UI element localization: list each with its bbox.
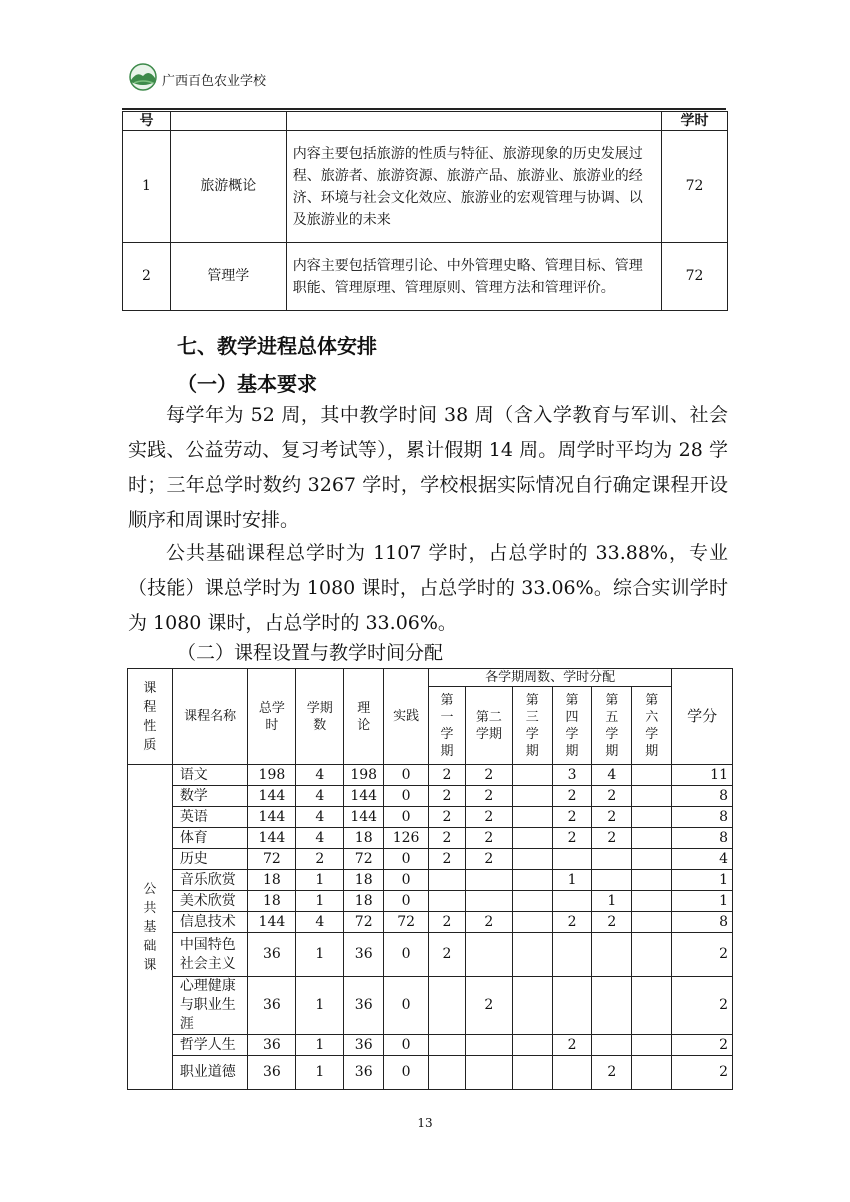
credit: 2 bbox=[672, 1056, 733, 1090]
semester-3-hours bbox=[512, 1035, 552, 1056]
course-name: 数学 bbox=[172, 786, 248, 807]
semester-5-hours bbox=[592, 977, 632, 1035]
total-hours: 144 bbox=[248, 807, 296, 828]
practice-hours: 0 bbox=[384, 786, 429, 807]
practice-hours: 72 bbox=[384, 912, 429, 933]
semester-5-hours: 2 bbox=[592, 786, 632, 807]
semester-3-hours bbox=[512, 765, 552, 786]
header-semester-1 bbox=[429, 687, 466, 765]
total-hours: 36 bbox=[248, 933, 296, 977]
theory-hours: 18 bbox=[344, 870, 384, 891]
table-row bbox=[123, 131, 728, 243]
category-text: 公共基础课 bbox=[143, 881, 157, 973]
header-cell-content bbox=[286, 112, 661, 131]
header-category bbox=[128, 669, 173, 765]
semester-2-hours bbox=[465, 933, 512, 977]
table-row bbox=[128, 1056, 733, 1090]
practice-hours: 0 bbox=[384, 977, 429, 1035]
total-hours: 198 bbox=[248, 765, 296, 786]
semester-count: 4 bbox=[296, 765, 344, 786]
header-semester-6 bbox=[632, 687, 672, 765]
semester-1-hours: 2 bbox=[429, 786, 466, 807]
header-semester-4 bbox=[552, 687, 592, 765]
course-name: 哲学人生 bbox=[172, 1035, 248, 1056]
semester-4-hours bbox=[552, 891, 592, 912]
semester-count: 1 bbox=[296, 891, 344, 912]
theory-hours: 72 bbox=[344, 912, 384, 933]
semester-1-hours bbox=[429, 870, 466, 891]
header-semester-count bbox=[296, 669, 344, 765]
semester-5-hours: 1 bbox=[592, 891, 632, 912]
total-hours: 144 bbox=[248, 912, 296, 933]
theory-hours: 144 bbox=[344, 786, 384, 807]
paragraph-hours-ratio: 公共基础课程总学时为 1107 学时，占总学时的 33.88%，专业（技能）课总学时为 1080 课时，占总学时的 33.06%。综合实训学时为 1080 课时，占总学时的 33.06%。 bbox=[128, 542, 728, 634]
semester-4-hours bbox=[552, 977, 592, 1035]
practice-hours: 0 bbox=[384, 849, 429, 870]
theory-hours: 144 bbox=[344, 807, 384, 828]
semester-6-hours bbox=[632, 891, 672, 912]
credit: 2 bbox=[672, 1035, 733, 1056]
school-logo-icon bbox=[128, 62, 158, 92]
table-row bbox=[128, 977, 733, 1035]
semester-3-hours bbox=[512, 828, 552, 849]
course-schedule-body bbox=[128, 765, 733, 1090]
table-row bbox=[128, 870, 733, 891]
practice-hours: 0 bbox=[384, 807, 429, 828]
semester-5-hours bbox=[592, 1035, 632, 1056]
semester-4-hours: 2 bbox=[552, 1035, 592, 1056]
semester-3-hours bbox=[512, 786, 552, 807]
table-row bbox=[128, 765, 733, 786]
semester-6-hours bbox=[632, 977, 672, 1035]
header-rule bbox=[122, 108, 726, 110]
header-cell-hours: 学时 bbox=[662, 112, 728, 131]
theory-hours: 72 bbox=[344, 849, 384, 870]
semester-3-hours bbox=[512, 807, 552, 828]
semester-1-hours bbox=[429, 977, 466, 1035]
theory-hours: 36 bbox=[344, 1035, 384, 1056]
semester-4-hours: 2 bbox=[552, 786, 592, 807]
semester-3-hours bbox=[512, 891, 552, 912]
semester-count: 2 bbox=[296, 849, 344, 870]
header-total-hours-text: 总学时 bbox=[258, 700, 285, 733]
paragraph-basic-requirements: 每学年为 52 周，其中教学时间 38 周（含入学教育与军训、社会实践、公益劳动、复习考试等），累计假期 14 周。周学时平均为 28 学时；三年总学时数约 3267 学时，学校根据实际情况自行确定课程开设顺序和周课时安排。 bbox=[128, 404, 728, 531]
header-cell-no: 号 bbox=[123, 112, 171, 131]
semester-3-hours bbox=[512, 1056, 552, 1090]
semester-6-hours bbox=[632, 786, 672, 807]
semester-4-hours: 2 bbox=[552, 912, 592, 933]
school-name: 广西百色农业学校 bbox=[162, 74, 267, 89]
theory-hours: 36 bbox=[344, 933, 384, 977]
page-number: 13 bbox=[417, 1116, 433, 1130]
theory-hours: 18 bbox=[344, 891, 384, 912]
semester-6-hours bbox=[632, 870, 672, 891]
course-name: 历史 bbox=[172, 849, 248, 870]
credit: 4 bbox=[672, 849, 733, 870]
semester-count: 1 bbox=[296, 1056, 344, 1090]
course-name: 英语 bbox=[172, 807, 248, 828]
subsection-title-basic: （一）基本要求 bbox=[177, 372, 317, 396]
semester-4-hours bbox=[552, 1056, 592, 1090]
header-practice: 实践 bbox=[384, 669, 429, 765]
semester-count: 1 bbox=[296, 1035, 344, 1056]
practice-hours: 0 bbox=[384, 1056, 429, 1090]
course-name: 音乐欣赏 bbox=[172, 870, 248, 891]
semester-count: 1 bbox=[296, 933, 344, 977]
semester-6-hours bbox=[632, 807, 672, 828]
course-name: 旅游概论 bbox=[170, 131, 286, 243]
course-content: 内容主要包括管理引论、中外管理史略、管理目标、管理职能、管理原理、管理原则、管理方法和管理评价。 bbox=[286, 243, 661, 311]
semester-2-hours: 2 bbox=[465, 977, 512, 1035]
header-category-text: 课程性质 bbox=[143, 680, 157, 753]
total-hours: 18 bbox=[248, 891, 296, 912]
semester-count: 4 bbox=[296, 828, 344, 849]
header-semester-5 bbox=[592, 687, 632, 765]
total-hours: 36 bbox=[248, 1035, 296, 1056]
course-name: 心理健康与职业生涯 bbox=[172, 977, 248, 1035]
semester-5-hours bbox=[592, 933, 632, 977]
subsection-title-schedule: （二）课程设置与教学时间分配 bbox=[177, 642, 444, 664]
semester-count: 1 bbox=[296, 870, 344, 891]
course-name: 管理学 bbox=[170, 243, 286, 311]
header-semester-6-text: 第六学期 bbox=[645, 692, 659, 759]
semester-3-hours bbox=[512, 933, 552, 977]
semester-count: 4 bbox=[296, 807, 344, 828]
header-total-hours bbox=[248, 669, 296, 765]
table-row bbox=[123, 243, 728, 311]
semester-5-hours: 2 bbox=[592, 912, 632, 933]
semester-6-hours bbox=[632, 1056, 672, 1090]
credit: 8 bbox=[672, 786, 733, 807]
table-header-row bbox=[123, 112, 728, 131]
semester-2-hours: 2 bbox=[465, 828, 512, 849]
course-name: 体育 bbox=[172, 828, 248, 849]
semester-5-hours: 4 bbox=[592, 765, 632, 786]
course-name: 美术欣赏 bbox=[172, 891, 248, 912]
semester-3-hours bbox=[512, 870, 552, 891]
table-row bbox=[128, 807, 733, 828]
semester-5-hours: 2 bbox=[592, 807, 632, 828]
credit: 1 bbox=[672, 891, 733, 912]
semester-4-hours bbox=[552, 933, 592, 977]
semester-1-hours: 2 bbox=[429, 933, 466, 977]
credit: 1 bbox=[672, 870, 733, 891]
semester-1-hours: 2 bbox=[429, 765, 466, 786]
semester-3-hours bbox=[512, 977, 552, 1035]
total-hours: 144 bbox=[248, 828, 296, 849]
semester-2-hours: 2 bbox=[465, 912, 512, 933]
course-hours: 72 bbox=[662, 131, 728, 243]
table-row bbox=[128, 933, 733, 977]
semester-2-hours: 2 bbox=[465, 849, 512, 870]
semester-2-hours: 2 bbox=[465, 765, 512, 786]
table-row bbox=[128, 912, 733, 933]
semester-1-hours: 2 bbox=[429, 849, 466, 870]
course-description-table bbox=[122, 111, 728, 311]
semester-6-hours bbox=[632, 912, 672, 933]
header-semester-2 bbox=[465, 687, 512, 765]
semester-4-hours: 2 bbox=[552, 828, 592, 849]
table-row bbox=[128, 1035, 733, 1056]
semester-3-hours bbox=[512, 849, 552, 870]
semester-6-hours bbox=[632, 933, 672, 977]
semester-count: 4 bbox=[296, 786, 344, 807]
header-credit: 学分 bbox=[672, 669, 733, 765]
category-cell bbox=[128, 765, 173, 1090]
credit: 8 bbox=[672, 912, 733, 933]
total-hours: 144 bbox=[248, 786, 296, 807]
semester-5-hours: 2 bbox=[592, 828, 632, 849]
practice-hours: 0 bbox=[384, 891, 429, 912]
header-semester-4-text: 第四学期 bbox=[565, 692, 579, 759]
total-hours: 36 bbox=[248, 977, 296, 1035]
total-hours: 36 bbox=[248, 1056, 296, 1090]
practice-hours: 0 bbox=[384, 765, 429, 786]
semester-3-hours bbox=[512, 912, 552, 933]
credit: 8 bbox=[672, 807, 733, 828]
semester-count: 1 bbox=[296, 977, 344, 1035]
row-no: 2 bbox=[123, 243, 171, 311]
semester-2-hours bbox=[465, 1056, 512, 1090]
semester-6-hours bbox=[632, 765, 672, 786]
page-header bbox=[128, 60, 728, 110]
semester-count: 4 bbox=[296, 912, 344, 933]
theory-hours: 198 bbox=[344, 765, 384, 786]
table-row bbox=[128, 828, 733, 849]
semester-6-hours bbox=[632, 1035, 672, 1056]
header-semester-3-text: 第三学期 bbox=[525, 692, 539, 759]
header-semester-count-text: 学期数 bbox=[306, 700, 333, 733]
header-semester-2-text: 第二学期 bbox=[475, 709, 502, 742]
theory-hours: 18 bbox=[344, 828, 384, 849]
semester-6-hours bbox=[632, 828, 672, 849]
total-hours: 18 bbox=[248, 870, 296, 891]
credit: 2 bbox=[672, 977, 733, 1035]
credit: 11 bbox=[672, 765, 733, 786]
semester-1-hours: 2 bbox=[429, 807, 466, 828]
semester-5-hours bbox=[592, 849, 632, 870]
course-hours: 72 bbox=[662, 243, 728, 311]
theory-hours: 36 bbox=[344, 1056, 384, 1090]
table-row bbox=[128, 891, 733, 912]
semester-4-hours bbox=[552, 849, 592, 870]
semester-2-hours: 2 bbox=[465, 786, 512, 807]
semester-6-hours bbox=[632, 849, 672, 870]
header-theory bbox=[344, 669, 384, 765]
total-hours: 72 bbox=[248, 849, 296, 870]
semester-1-hours bbox=[429, 891, 466, 912]
course-name: 中国特色社会主义 bbox=[172, 933, 248, 977]
practice-hours: 0 bbox=[384, 1035, 429, 1056]
semester-4-hours: 1 bbox=[552, 870, 592, 891]
header-theory-text: 理论 bbox=[357, 700, 371, 733]
header-semester-distribution: 各学期周数、学时分配 bbox=[429, 669, 672, 687]
semester-2-hours bbox=[465, 891, 512, 912]
semester-2-hours: 2 bbox=[465, 807, 512, 828]
table-row bbox=[128, 786, 733, 807]
table-row bbox=[128, 849, 733, 870]
credit: 8 bbox=[672, 828, 733, 849]
course-name: 信息技术 bbox=[172, 912, 248, 933]
header-semester-3 bbox=[512, 687, 552, 765]
table-header-row bbox=[128, 669, 733, 687]
practice-hours: 126 bbox=[384, 828, 429, 849]
header-course-name: 课程名称 bbox=[172, 669, 248, 765]
semester-1-hours: 2 bbox=[429, 912, 466, 933]
semester-1-hours bbox=[429, 1035, 466, 1056]
section-title: 七、教学进程总体安排 bbox=[177, 334, 377, 358]
course-schedule-table bbox=[127, 668, 733, 1090]
row-no: 1 bbox=[123, 131, 171, 243]
header-semester-5-text: 第五学期 bbox=[605, 692, 619, 759]
semester-1-hours: 2 bbox=[429, 828, 466, 849]
semester-2-hours bbox=[465, 1035, 512, 1056]
semester-1-hours bbox=[429, 1056, 466, 1090]
semester-4-hours: 2 bbox=[552, 807, 592, 828]
semester-5-hours bbox=[592, 870, 632, 891]
header-cell-name bbox=[170, 112, 286, 131]
semester-2-hours bbox=[465, 870, 512, 891]
credit: 2 bbox=[672, 933, 733, 977]
practice-hours: 0 bbox=[384, 933, 429, 977]
course-name: 职业道德 bbox=[172, 1056, 248, 1090]
semester-4-hours: 3 bbox=[552, 765, 592, 786]
semester-5-hours: 2 bbox=[592, 1056, 632, 1090]
practice-hours: 0 bbox=[384, 870, 429, 891]
theory-hours: 36 bbox=[344, 977, 384, 1035]
course-content: 内容主要包括旅游的性质与特征、旅游现象的历史发展过程、旅游者、旅游资源、旅游产品、旅游业、旅游业的经济、环境与社会文化效应、旅游业的宏观管理与协调、以及旅游业的未来 bbox=[286, 131, 661, 243]
header-semester-1-text: 第一学期 bbox=[440, 692, 454, 759]
course-name: 语文 bbox=[172, 765, 248, 786]
